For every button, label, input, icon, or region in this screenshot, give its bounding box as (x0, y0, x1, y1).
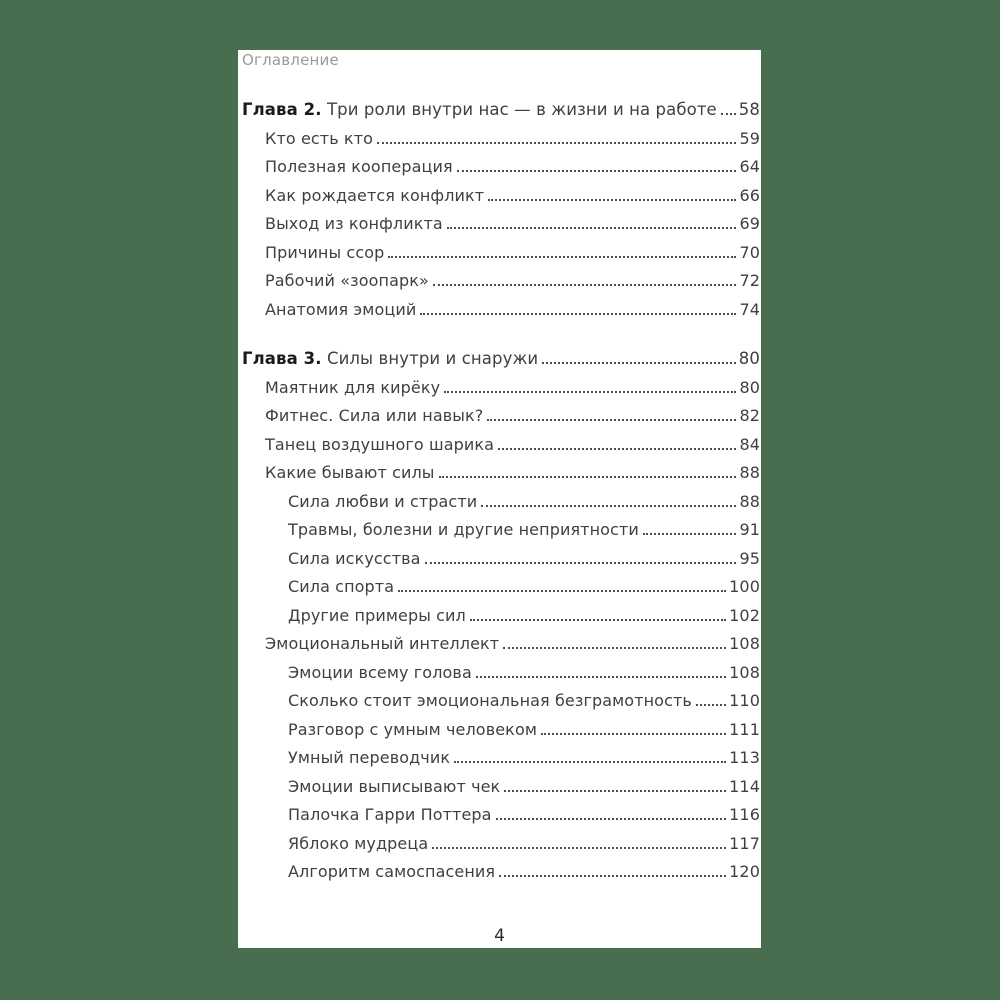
toc-page-number: 80 (738, 349, 760, 368)
dot-leader (496, 818, 727, 820)
toc-title-text: Сила спорта (288, 577, 395, 596)
dot-leader (444, 391, 736, 393)
chapter-number-label: Глава 2. (242, 100, 322, 119)
toc-entry-label (288, 716, 537, 745)
dot-leader (447, 227, 737, 229)
toc-title-text: Фитнес. Сила или навык? (265, 406, 484, 425)
toc-entry-row[interactable] (242, 858, 760, 887)
toc-page-number: 117 (729, 833, 760, 853)
toc-entry-row[interactable] (242, 153, 760, 182)
toc-entry-label (288, 773, 500, 802)
toc-entry-label (242, 345, 538, 374)
toc-title-text: Эмоции выписывают чек (288, 776, 501, 796)
chapter-number-label: Глава 3. (242, 349, 322, 368)
toc-entry-label (265, 374, 440, 403)
toc-title-text: Три роли внутри нас — в жизни и на работе (326, 100, 717, 119)
dot-leader (439, 476, 737, 478)
toc-entry-label (265, 210, 443, 239)
toc-page-number: 64 (739, 157, 760, 176)
toc-title-text: Умный переводчик (288, 748, 451, 767)
toc-chapter-row[interactable] (242, 345, 760, 374)
toc-entry-label (288, 801, 492, 830)
toc-title-text: Сила любви и страсти (288, 491, 478, 511)
toc-page-number: 59 (739, 128, 760, 148)
toc-entry-row[interactable] (242, 716, 760, 745)
toc-title-text: Выход из конфликта (265, 214, 443, 233)
toc-title-text: Силы внутри и снаружи (326, 349, 539, 368)
toc-page (238, 50, 761, 948)
dot-leader (457, 170, 737, 172)
toc-page-number: 74 (739, 299, 760, 319)
toc-entry-row[interactable] (242, 516, 760, 545)
toc-title-text: Кто есть кто (265, 128, 374, 148)
toc-page-number: 110 (729, 691, 760, 710)
toc-entry-row[interactable] (242, 374, 760, 403)
toc-title-text: Анатомия эмоций (265, 299, 417, 319)
toc-entry-row[interactable] (242, 296, 760, 325)
toc-entry-row[interactable] (242, 182, 760, 211)
toc-page-number: 95 (739, 548, 760, 568)
toc-entry-row[interactable] (242, 659, 760, 688)
toc-title-text: Разговор с умным человеком (288, 719, 537, 739)
dot-leader (481, 505, 736, 507)
toc-entry-row[interactable] (242, 210, 760, 239)
toc-page-number: 108 (729, 662, 760, 682)
toc-page-number: 70 (739, 242, 760, 262)
toc-list (242, 96, 760, 887)
dot-leader (398, 590, 726, 592)
toc-page-number: 113 (729, 748, 760, 767)
toc-entry-row[interactable] (242, 545, 760, 574)
dot-leader (541, 733, 726, 735)
toc-entry-label (288, 516, 639, 545)
toc-page-number: 58 (738, 100, 760, 119)
toc-title-text: Эмоции всему голова (288, 662, 472, 682)
toc-page-number: 100 (729, 577, 760, 596)
running-header: Оглавление (242, 51, 339, 69)
toc-entry-label (265, 125, 373, 154)
toc-title-text: Эмоциональный интеллект (265, 634, 500, 653)
toc-title-text: Маятник для кирёку (265, 377, 441, 397)
toc-title-text: Танец воздушного шарика (265, 434, 495, 454)
toc-page-number: 114 (729, 776, 760, 796)
toc-entry-label (288, 858, 495, 887)
dot-leader (696, 704, 726, 706)
dot-leader (643, 533, 737, 535)
toc-entry-row[interactable] (242, 687, 760, 716)
toc-entry-row[interactable] (242, 602, 760, 631)
toc-page-number: 66 (739, 185, 760, 205)
toc-entry-row[interactable] (242, 744, 760, 773)
toc-entry-label (265, 182, 484, 211)
dot-leader (721, 113, 736, 115)
toc-entry-row[interactable] (242, 125, 760, 154)
toc-chapter-row[interactable] (242, 96, 760, 125)
toc-entry-row[interactable] (242, 459, 760, 488)
toc-entry-label (265, 431, 494, 460)
toc-title-text: Алгоритм самоспасения (288, 862, 496, 881)
toc-entry-label (288, 659, 472, 688)
dot-leader (488, 199, 736, 201)
toc-entry-label (265, 153, 453, 182)
toc-entry-label (265, 459, 435, 488)
toc-title-text: Сколько стоит эмоциональная безграмотность (288, 691, 692, 710)
toc-title-text: Травмы, болезни и другие неприятности (288, 520, 639, 539)
toc-title-text: Какие бывают силы (265, 463, 435, 482)
toc-entry-row[interactable] (242, 801, 760, 830)
toc-entry-label (288, 488, 477, 517)
dot-leader (388, 256, 736, 258)
toc-entry-row[interactable] (242, 573, 760, 602)
dot-leader (432, 847, 726, 849)
dot-leader (454, 761, 726, 763)
toc-entry-row[interactable] (242, 239, 760, 268)
dot-leader (470, 619, 726, 621)
dot-leader (498, 448, 736, 450)
toc-entry-row[interactable] (242, 488, 760, 517)
toc-entry-label (288, 602, 466, 631)
dot-leader (425, 562, 737, 564)
toc-entry-row[interactable] (242, 773, 760, 802)
toc-page-number: 80 (739, 377, 760, 397)
toc-page-number: 116 (729, 805, 760, 824)
dot-leader (420, 313, 736, 315)
toc-entry-label (265, 296, 416, 325)
toc-page-number: 120 (729, 862, 760, 881)
dot-leader (476, 676, 726, 678)
dot-leader (503, 647, 726, 649)
toc-title-text: Палочка Гарри Поттера (288, 805, 492, 824)
page-number: 4 (494, 926, 505, 946)
toc-page-number: 88 (739, 491, 760, 511)
toc-title-text: Как рождается конфликт (265, 185, 485, 205)
toc-page-number: 111 (729, 719, 760, 739)
toc-title-text: Сила искусства (288, 548, 421, 568)
toc-entry-label (265, 267, 429, 296)
toc-entry-row[interactable] (242, 630, 760, 659)
dot-leader (377, 142, 736, 144)
toc-page-number: 84 (739, 434, 760, 454)
toc-entry-row[interactable] (242, 431, 760, 460)
toc-entry-label (265, 402, 483, 431)
dot-leader (499, 875, 726, 877)
toc-entry-row[interactable] (242, 267, 760, 296)
toc-entry-label (242, 96, 717, 125)
dot-leader (433, 284, 737, 286)
toc-title-text: Полезная кооперация (265, 157, 453, 176)
toc-entry-label (288, 573, 394, 602)
toc-page-number: 102 (729, 605, 760, 625)
toc-entry-label (288, 545, 421, 574)
toc-page-number: 88 (739, 463, 760, 482)
toc-title-text: Яблоко мудреца (288, 833, 429, 853)
dot-leader (542, 362, 736, 364)
toc-title-text: Рабочий «зоопарк» (265, 271, 429, 290)
toc-page-number: 82 (739, 406, 760, 425)
toc-entry-label (265, 239, 384, 268)
toc-entry-label (265, 630, 499, 659)
toc-entry-label (288, 744, 450, 773)
toc-title-text: Причины ссор (265, 242, 385, 262)
toc-page-number: 91 (739, 520, 760, 539)
toc-entry-label (288, 830, 428, 859)
toc-page-number: 108 (729, 634, 760, 653)
toc-entry-label (288, 687, 692, 716)
toc-title-text: Другие примеры сил (288, 605, 466, 625)
toc-entry-row[interactable] (242, 402, 760, 431)
dot-leader (487, 419, 736, 421)
toc-entry-row[interactable] (242, 830, 760, 859)
toc-page-number: 72 (739, 271, 760, 290)
toc-page-number: 69 (739, 214, 760, 233)
dot-leader (504, 790, 726, 792)
